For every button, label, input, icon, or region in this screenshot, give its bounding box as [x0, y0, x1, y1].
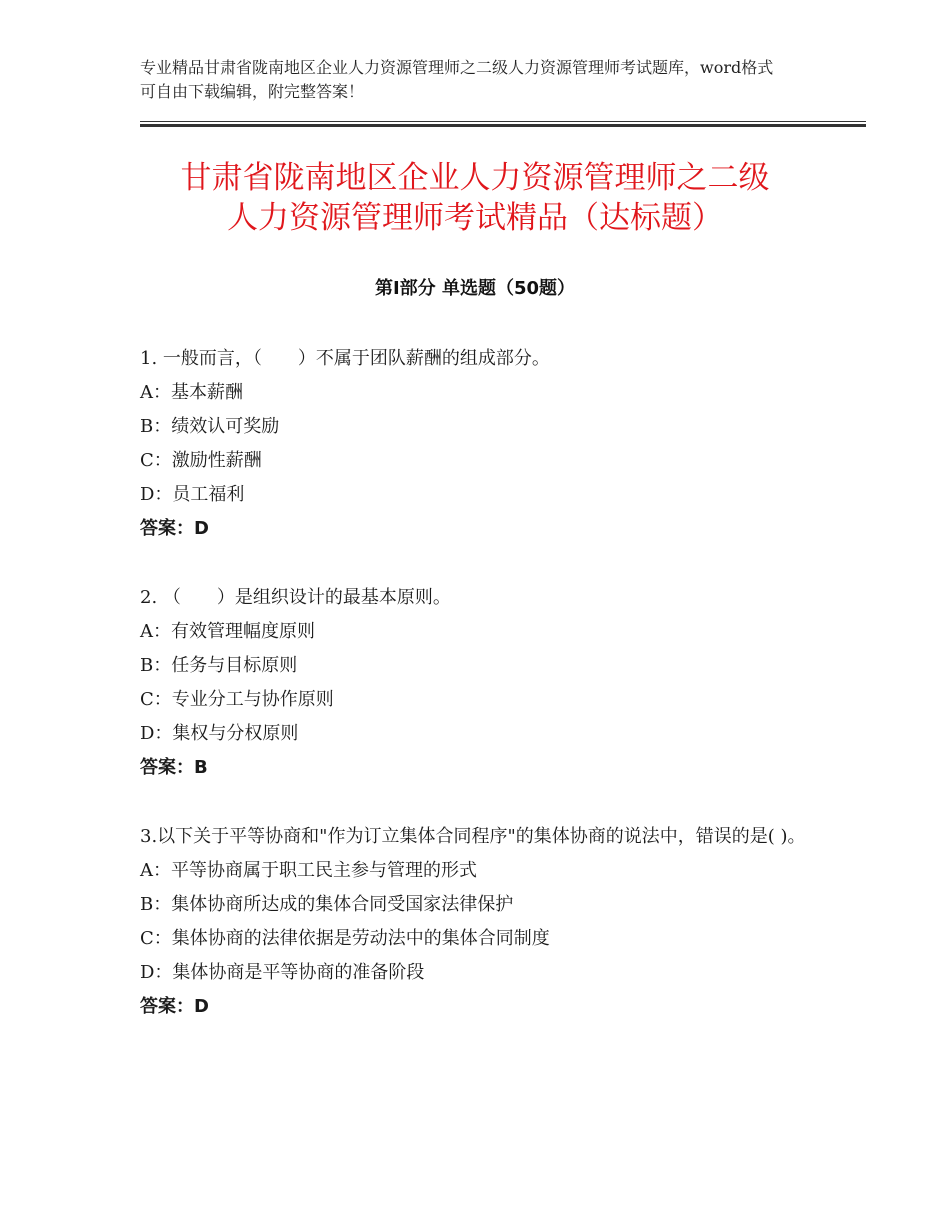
question-list — [140, 342, 820, 1059]
option-a: A：基本薪酬 — [140, 382, 243, 403]
option-d: D：员工福利 — [140, 484, 245, 505]
answer: 答案：B — [140, 757, 208, 778]
option-c: C：集体协商的法律依据是劳动法中的集体合同制度 — [140, 928, 550, 949]
question-2 — [140, 581, 820, 785]
question-stem: 3.以下关于平等协商和"作为订立集体合同程序"的集体协商的说法中，错误的是( )。 — [140, 826, 806, 847]
option-d: D：集体协商是平等协商的准备阶段 — [140, 962, 425, 983]
option-b: B：集体协商所达成的集体合同受国家法律保护 — [140, 894, 514, 915]
title-line-2: 人力资源管理师考试精品（达标题） — [227, 200, 723, 236]
question-stem: 2. （ ）是组织设计的最基本原则。 — [140, 587, 451, 608]
header-divider-thick — [140, 124, 866, 127]
header-divider-thin — [140, 121, 866, 122]
option-c: C：激励性薪酬 — [140, 450, 262, 471]
option-a: A：有效管理幅度原则 — [140, 621, 315, 642]
answer: 答案：D — [140, 996, 209, 1017]
option-c: C：专业分工与协作原则 — [140, 689, 334, 710]
header-note: 专业精品甘肃省陇南地区企业人力资源管理师之二级人力资源管理师考试题库，word格式可自由下载编辑，附完整答案！ — [140, 58, 774, 101]
option-b: B：任务与目标原则 — [140, 655, 298, 676]
option-a: A：平等协商属于职工民主参与管理的形式 — [140, 860, 477, 881]
option-b: B：绩效认可奖励 — [140, 416, 280, 437]
answer: 答案：D — [140, 518, 209, 539]
question-stem: 1. 一般而言，（ ）不属于团队薪酬的组成部分。 — [140, 348, 550, 369]
option-d: D：集权与分权原则 — [140, 723, 299, 744]
question-1 — [140, 342, 820, 546]
section-heading: 第Ⅰ部分 单选题（50题） — [374, 278, 575, 299]
title-line-1: 甘肃省陇南地区企业人力资源管理师之二级 — [180, 160, 770, 196]
document-title — [100, 158, 850, 238]
question-3 — [140, 820, 820, 1024]
